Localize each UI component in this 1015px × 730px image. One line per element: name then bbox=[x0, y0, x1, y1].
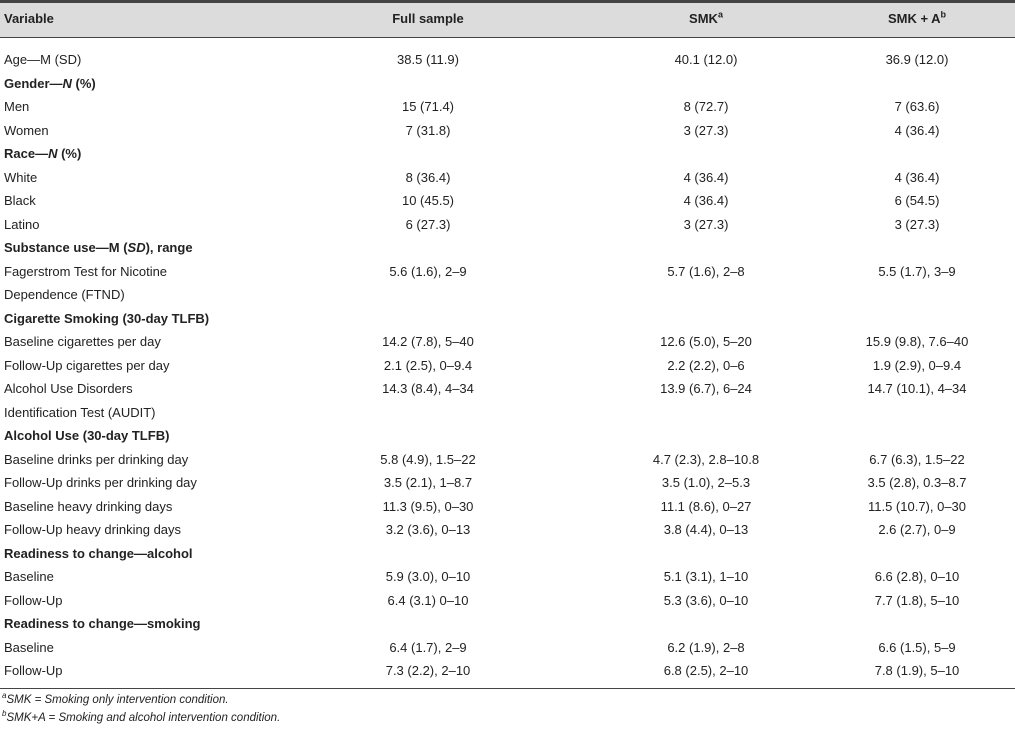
table-row bbox=[0, 354, 1015, 378]
row-label: Follow-Up heavy drinking days bbox=[4, 522, 182, 537]
cell-smk: 12.6 (5.0), 5–20 bbox=[660, 334, 752, 349]
cell-smk: 5.1 (3.1), 1–10 bbox=[663, 569, 749, 584]
cell-smk: 3 (27.3) bbox=[683, 216, 729, 232]
row-label: Baseline heavy drinking days bbox=[4, 498, 173, 514]
table-row bbox=[0, 565, 1015, 589]
table-row bbox=[0, 401, 1015, 425]
cell-full-sample: 6 (27.3) bbox=[405, 216, 451, 232]
header-smk: SMK$^a$ bbox=[689, 9, 723, 26]
cell-full-sample: 14.3 (8.4), 4–34 bbox=[382, 381, 474, 396]
cell-smk: 6.2 (1.9), 2–8 bbox=[667, 639, 745, 655]
cell-full-sample: 6.4 (3.1) 0–10 bbox=[387, 592, 469, 608]
table-row bbox=[0, 636, 1015, 660]
table-row bbox=[0, 495, 1015, 519]
row-label: Alcohol Use Disorders bbox=[4, 381, 133, 396]
row-label: White bbox=[4, 169, 38, 185]
row-label: Age—M (SD) bbox=[4, 52, 82, 67]
cell-smk: 6.8 (2.5), 2–10 bbox=[663, 663, 749, 678]
section-label: Cigarette Smoking (30-day TLFB) bbox=[4, 310, 210, 326]
section-label: Alcohol Use (30-day TLFB) bbox=[4, 428, 170, 443]
cell-smk: 5.7 (1.6), 2–8 bbox=[667, 263, 745, 279]
row-label: Baseline cigarettes per day bbox=[4, 334, 161, 349]
cell-smk-a: 7 (63.6) bbox=[894, 99, 940, 114]
cell-smk-a: 6.7 (6.3), 1.5–22 bbox=[869, 451, 965, 467]
row-label: Baseline bbox=[4, 569, 54, 584]
cell-full-sample: 10 (45.5) bbox=[401, 193, 455, 208]
cell-smk: 5.3 (3.6), 0–10 bbox=[663, 592, 749, 608]
row-label: Latino bbox=[4, 216, 40, 232]
row-label: Follow-Up bbox=[4, 663, 63, 678]
cell-smk-a: 2.6 (2.7), 0–9 bbox=[878, 522, 956, 537]
cell-smk-a: 11.5 (10.7), 0–30 bbox=[867, 498, 967, 514]
section-label: Race—N (%) bbox=[4, 146, 82, 161]
cell-smk-a: 6.6 (1.5), 5–9 bbox=[878, 639, 956, 655]
cell-smk-a: 7.8 (1.9), 5–10 bbox=[874, 663, 960, 678]
row-label: Baseline drinks per drinking day bbox=[4, 451, 189, 467]
table-row bbox=[0, 95, 1015, 119]
table-row bbox=[0, 589, 1015, 613]
section-label: Substance use—M (SD), range bbox=[4, 240, 193, 255]
cell-smk-a: 3.5 (2.8), 0.3–8.7 bbox=[867, 475, 967, 490]
row-label: Identification Test (AUDIT) bbox=[4, 404, 156, 420]
header-smk-a: SMK + $A^b$ bbox=[887, 9, 947, 26]
cell-smk: 13.9 (6.7), 6–24 bbox=[660, 381, 752, 396]
cell-smk-a: 14.7 (10.1), 4–34 bbox=[867, 381, 967, 396]
cell-full-sample: 8 (36.4) bbox=[405, 169, 451, 185]
row-label: Black bbox=[4, 193, 36, 208]
table-row bbox=[0, 518, 1015, 542]
cell-full-sample: 2.1 (2.5), 0–9.4 bbox=[383, 357, 473, 373]
table-row bbox=[0, 48, 1015, 72]
cell-full-sample: 11.3 (9.5), 0–30 bbox=[382, 498, 474, 514]
cell-full-sample: 7 (31.8) bbox=[405, 122, 451, 138]
footnote-b: $^b$SMK+A = Smoking and alcohol intervention condition. bbox=[2, 709, 281, 724]
row-label: Dependence (FTND) bbox=[4, 287, 125, 302]
cell-smk-a: 3 (27.3) bbox=[894, 216, 940, 232]
table-row bbox=[0, 448, 1015, 472]
cell-smk: 4 (36.4) bbox=[683, 193, 729, 208]
row-label: Follow-Up bbox=[4, 592, 63, 608]
cell-smk: 2.2 (2.2), 0–6 bbox=[667, 357, 745, 373]
cell-smk-a: 6.6 (2.8), 0–10 bbox=[874, 569, 960, 584]
row-label: Men bbox=[4, 99, 30, 114]
section-label: Readiness to change—alcohol bbox=[4, 545, 193, 561]
cell-full-sample: 5.9 (3.0), 0–10 bbox=[385, 569, 471, 584]
table-row bbox=[0, 659, 1015, 683]
cell-full-sample: 38.5 (11.9) bbox=[397, 52, 459, 67]
cell-smk-a: 7.7 (1.8), 5–10 bbox=[874, 592, 960, 608]
cell-full-sample: 7.3 (2.2), 2–10 bbox=[385, 663, 471, 678]
cell-full-sample: 5.8 (4.9), 1.5–22 bbox=[380, 451, 476, 467]
table-row bbox=[0, 260, 1015, 284]
cell-smk: 11.1 (8.6), 0–27 bbox=[660, 498, 752, 514]
table-row bbox=[0, 283, 1015, 307]
cell-smk-a: 1.9 (2.9), 0–9.4 bbox=[872, 357, 962, 373]
section-row bbox=[0, 307, 1015, 331]
cell-smk: 4.7 (2.3), 2.8–10.8 bbox=[652, 451, 760, 467]
cell-smk: 3 (27.3) bbox=[683, 122, 729, 138]
cell-full-sample: 5.6 (1.6), 2–9 bbox=[389, 263, 467, 279]
header-full-sample: Full sample bbox=[392, 11, 464, 26]
table-row bbox=[0, 189, 1015, 213]
row-label: Follow-Up cigarettes per day bbox=[4, 357, 170, 373]
cell-smk: 40.1 (12.0) bbox=[674, 52, 738, 67]
cell-smk-a: 5.5 (1.7), 3–9 bbox=[878, 263, 956, 279]
footnote-a: $^a$SMK = Smoking only intervention condition. bbox=[2, 691, 229, 706]
cell-full-sample: 6.4 (1.7), 2–9 bbox=[389, 639, 467, 655]
section-row bbox=[0, 142, 1015, 166]
row-label: Baseline bbox=[4, 639, 54, 655]
cell-smk: 4 (36.4) bbox=[683, 169, 729, 185]
row-label: Fagerstrom Test for Nicotine bbox=[4, 263, 168, 279]
cell-full-sample: 3.2 (3.6), 0–13 bbox=[385, 522, 471, 537]
section-row bbox=[0, 424, 1015, 448]
cell-full-sample: 3.5 (2.1), 1–8.7 bbox=[383, 475, 473, 490]
row-label: Follow-Up drinks per drinking day bbox=[4, 475, 197, 490]
section-label: Gender—N (%) bbox=[4, 75, 96, 91]
cell-smk: 8 (72.7) bbox=[683, 99, 729, 114]
header-row bbox=[0, 7, 1015, 31]
cell-smk-a: 4 (36.4) bbox=[894, 169, 940, 185]
section-row bbox=[0, 72, 1015, 96]
section-row bbox=[0, 612, 1015, 636]
section-row bbox=[0, 236, 1015, 260]
table-row bbox=[0, 471, 1015, 495]
cell-full-sample: 15 (71.4) bbox=[401, 99, 455, 114]
table-row bbox=[0, 330, 1015, 354]
table-row bbox=[0, 213, 1015, 237]
cell-smk: 3.8 (4.4), 0–13 bbox=[663, 522, 749, 537]
header-rule bbox=[0, 37, 1015, 38]
cell-smk-a: 36.9 (12.0) bbox=[885, 52, 949, 67]
table-row bbox=[0, 166, 1015, 190]
cell-smk-a: 6 (54.5) bbox=[894, 193, 940, 208]
section-row bbox=[0, 542, 1015, 566]
table-row bbox=[0, 377, 1015, 401]
section-label: Readiness to change—smoking bbox=[4, 616, 201, 631]
bottom-rule bbox=[0, 688, 1015, 689]
cell-smk-a: 4 (36.4) bbox=[894, 122, 940, 138]
header-variable: Variable bbox=[4, 11, 54, 26]
table-row bbox=[0, 119, 1015, 143]
cell-full-sample: 14.2 (7.8), 5–40 bbox=[382, 334, 474, 349]
row-label: Women bbox=[4, 122, 49, 138]
cell-smk: 3.5 (1.0), 2–5.3 bbox=[661, 475, 751, 490]
cell-smk-a: 15.9 (9.8), 7.6–40 bbox=[865, 334, 969, 349]
